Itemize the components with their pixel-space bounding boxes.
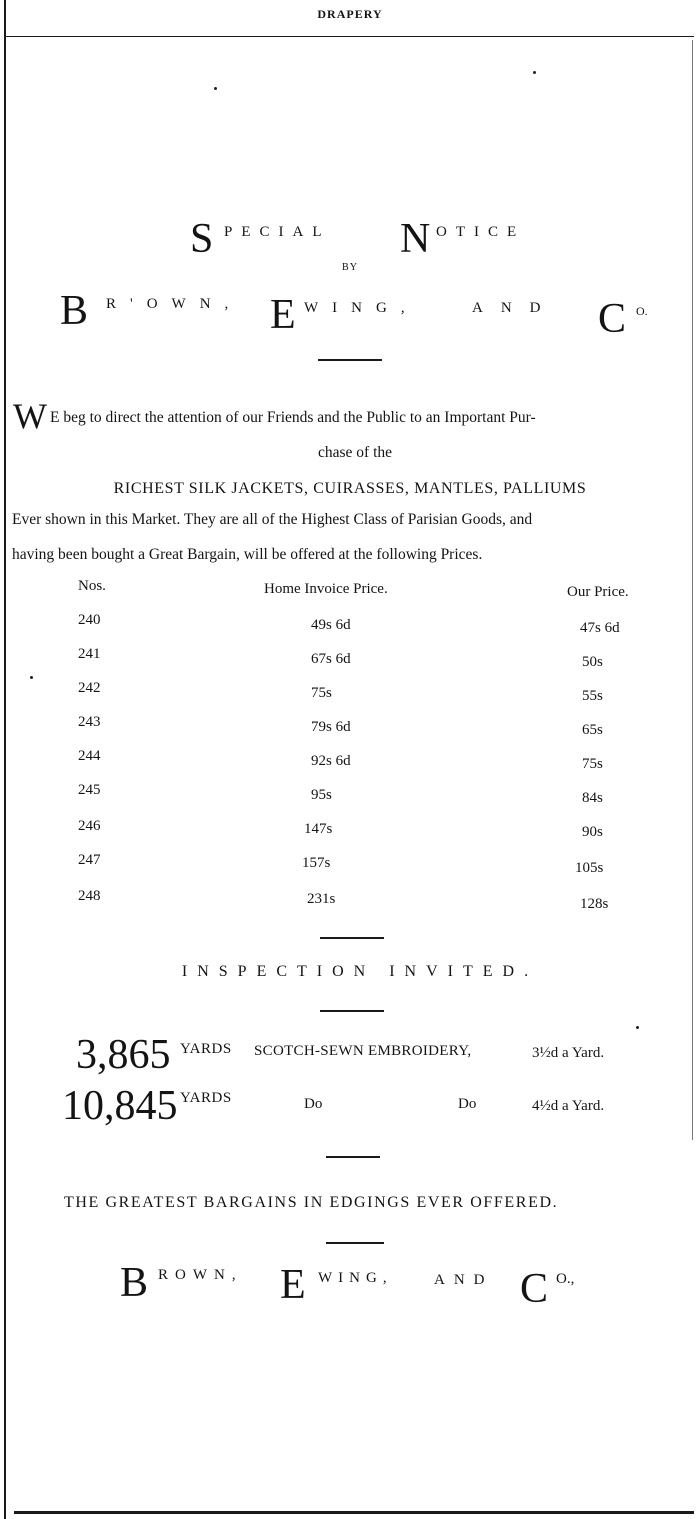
row-our-price: 105s <box>575 860 604 876</box>
firm-initial-b: B <box>120 1260 149 1306</box>
row-our-price: 55s <box>582 688 603 704</box>
offer-price: 4½d a Yard. <box>532 1098 605 1114</box>
row-number: 240 <box>78 612 101 628</box>
firm-word-brown: ROWN, <box>158 1267 243 1283</box>
print-speck <box>533 71 536 74</box>
row-our-price: 128s <box>580 896 609 912</box>
divider <box>326 1156 380 1158</box>
row-number: 247 <box>78 852 101 868</box>
row-our-price: 90s <box>582 824 603 840</box>
firm-word-co: O., <box>556 1271 575 1287</box>
row-home-price: 67s 6d <box>311 651 351 667</box>
section-header: DRAPERY <box>317 7 383 21</box>
print-speck <box>636 1026 639 1029</box>
header-rule <box>4 36 694 37</box>
firm-initial-e: E <box>280 1262 306 1308</box>
row-number: 241 <box>78 646 101 662</box>
offer-description: SCOTCH-SEWN EMBROIDERY, <box>254 1043 472 1059</box>
bargains-line: THE GREATEST BARGAINS IN EDGINGS EVER OFFERED. <box>64 1194 559 1211</box>
firm-name-footer <box>0 1262 700 1314</box>
firm-initial-b: B <box>60 288 89 334</box>
row-home-price: 231s <box>307 891 336 907</box>
footer-rule <box>14 1511 694 1514</box>
row-home-price: 95s <box>311 787 332 803</box>
inspection-invited: INSPECTION INVITED. <box>181 963 539 980</box>
row-number: 246 <box>78 818 101 834</box>
offer-unit: YARDS <box>180 1090 232 1106</box>
intro-line-1: E beg to direct the attention of our Friends and the Public to an Important Pur- <box>50 409 536 426</box>
intro-line-3: Ever shown in this Market. They are all of the Highest Class of Parisian Goods, and <box>12 511 533 528</box>
notice-by: BY <box>342 262 358 273</box>
row-our-price: 75s <box>582 756 603 772</box>
firm-name-header <box>0 290 700 342</box>
row-our-price: 47s 6d <box>580 620 620 636</box>
offer-unit: YARDS <box>180 1041 232 1057</box>
notice-word-special: PECIAL <box>224 224 331 240</box>
row-number: 242 <box>78 680 101 696</box>
firm-word-co: O. <box>636 304 648 318</box>
table-header-our-price: Our Price. <box>567 584 629 600</box>
intro-drop-cap: W <box>13 396 47 436</box>
offer-ditto: Do <box>304 1096 323 1112</box>
row-number: 244 <box>78 748 101 764</box>
goods-line: RICHEST SILK JACKETS, CUIRASSES, MANTLES, PALLIUMS <box>113 480 587 497</box>
table-header-nos: Nos. <box>78 578 106 594</box>
row-number: 245 <box>78 782 101 798</box>
firm-word-and: AND <box>434 1272 494 1288</box>
intro-line-4: having been bought a Great Bargain, will be offered at the following Prices. <box>12 546 483 563</box>
firm-word-brown: R'OWN, <box>106 296 243 312</box>
row-home-price: 75s <box>311 685 332 701</box>
row-home-price: 49s 6d <box>311 617 351 633</box>
intro-line-2: chase of the <box>317 444 393 461</box>
row-home-price: 147s <box>304 821 333 837</box>
firm-word-and: AND <box>472 300 559 316</box>
firm-initial-c: C <box>598 296 627 342</box>
divider <box>320 1010 384 1012</box>
offer-quantity: 10,845 <box>62 1083 178 1129</box>
notice-word-notice: OTICE <box>436 224 526 240</box>
row-home-price: 79s 6d <box>311 719 351 735</box>
notice-initial-s: S <box>190 216 214 262</box>
notice-title <box>0 218 700 268</box>
print-speck <box>214 87 217 90</box>
print-speck <box>30 676 33 679</box>
firm-word-ewing: WING, <box>304 300 419 316</box>
row-our-price: 84s <box>582 790 603 806</box>
row-our-price: 65s <box>582 722 603 738</box>
offer-price: 3½d a Yard. <box>532 1045 605 1061</box>
firm-initial-c: C <box>520 1266 549 1312</box>
offer-ditto: Do <box>458 1096 477 1112</box>
divider <box>320 937 384 939</box>
table-header-home-price: Home Invoice Price. <box>264 581 388 597</box>
divider <box>326 1242 384 1244</box>
firm-initial-e: E <box>270 292 296 338</box>
divider <box>318 359 382 361</box>
notice-initial-n: N <box>400 216 431 262</box>
firm-word-ewing: WING, <box>318 1270 393 1286</box>
row-home-price: 157s <box>302 855 331 871</box>
row-our-price: 50s <box>582 654 603 670</box>
offer-quantity: 3,865 <box>76 1032 171 1078</box>
row-number: 248 <box>78 888 101 904</box>
row-home-price: 92s 6d <box>311 753 351 769</box>
row-number: 243 <box>78 714 101 730</box>
